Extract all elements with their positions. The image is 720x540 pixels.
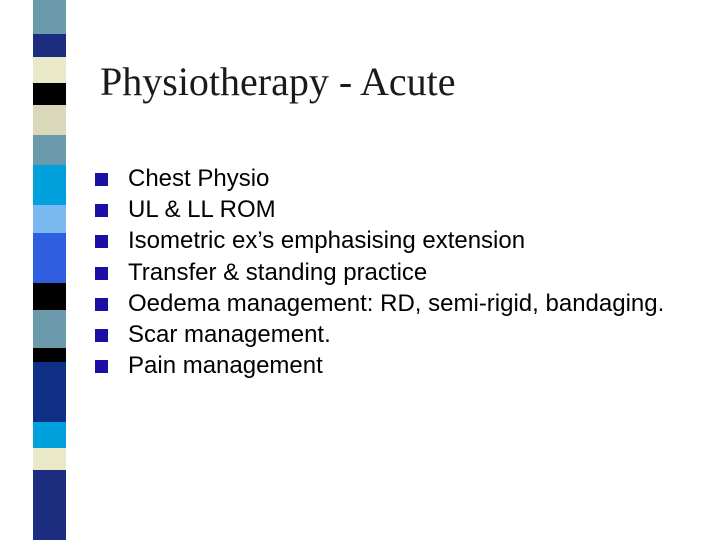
stripe-block (33, 165, 66, 205)
bullet-text: Transfer & standing practice (128, 258, 428, 286)
bullet-text: Scar management. (128, 320, 331, 348)
stripe-block (33, 422, 66, 448)
bullet-item (95, 195, 695, 225)
bullet-item (95, 258, 695, 288)
stripe-block (33, 233, 66, 283)
stripe-block (33, 448, 66, 470)
stripe-block (33, 362, 66, 422)
bullet-item (95, 289, 695, 319)
stripe-block (33, 470, 66, 540)
stripe-block (33, 205, 66, 233)
square-bullet-icon (95, 298, 108, 311)
bullet-text: Pain management (128, 352, 323, 380)
bullet-item (95, 226, 695, 256)
stripe-block (33, 135, 66, 165)
bullet-item (95, 351, 695, 381)
stripe-block (33, 310, 66, 348)
stripe-block (33, 105, 66, 135)
square-bullet-icon (95, 173, 108, 186)
square-bullet-icon (95, 267, 108, 280)
square-bullet-icon (95, 204, 108, 217)
stripe-block (33, 34, 66, 57)
stripe-block (33, 348, 66, 362)
stripe-block (33, 83, 66, 105)
square-bullet-icon (95, 235, 108, 248)
stripe-block (33, 57, 66, 83)
slide-title: Physiotherapy - Acute (100, 59, 456, 104)
bullet-text: Oedema management: RD, semi-rigid, bandaging. (128, 289, 665, 317)
bullet-item (95, 164, 695, 194)
bullet-list (95, 164, 695, 382)
decorative-color-stripe (33, 0, 66, 540)
stripe-block (33, 283, 66, 310)
bullet-text: Chest Physio (128, 165, 270, 192)
bullet-text: UL & LL ROM (128, 196, 276, 224)
bullet-text: Isometric ex’s emphasising extension (128, 227, 526, 255)
bullet-item (95, 320, 695, 350)
square-bullet-icon (95, 360, 108, 373)
square-bullet-icon (95, 329, 108, 342)
stripe-block (33, 0, 66, 34)
